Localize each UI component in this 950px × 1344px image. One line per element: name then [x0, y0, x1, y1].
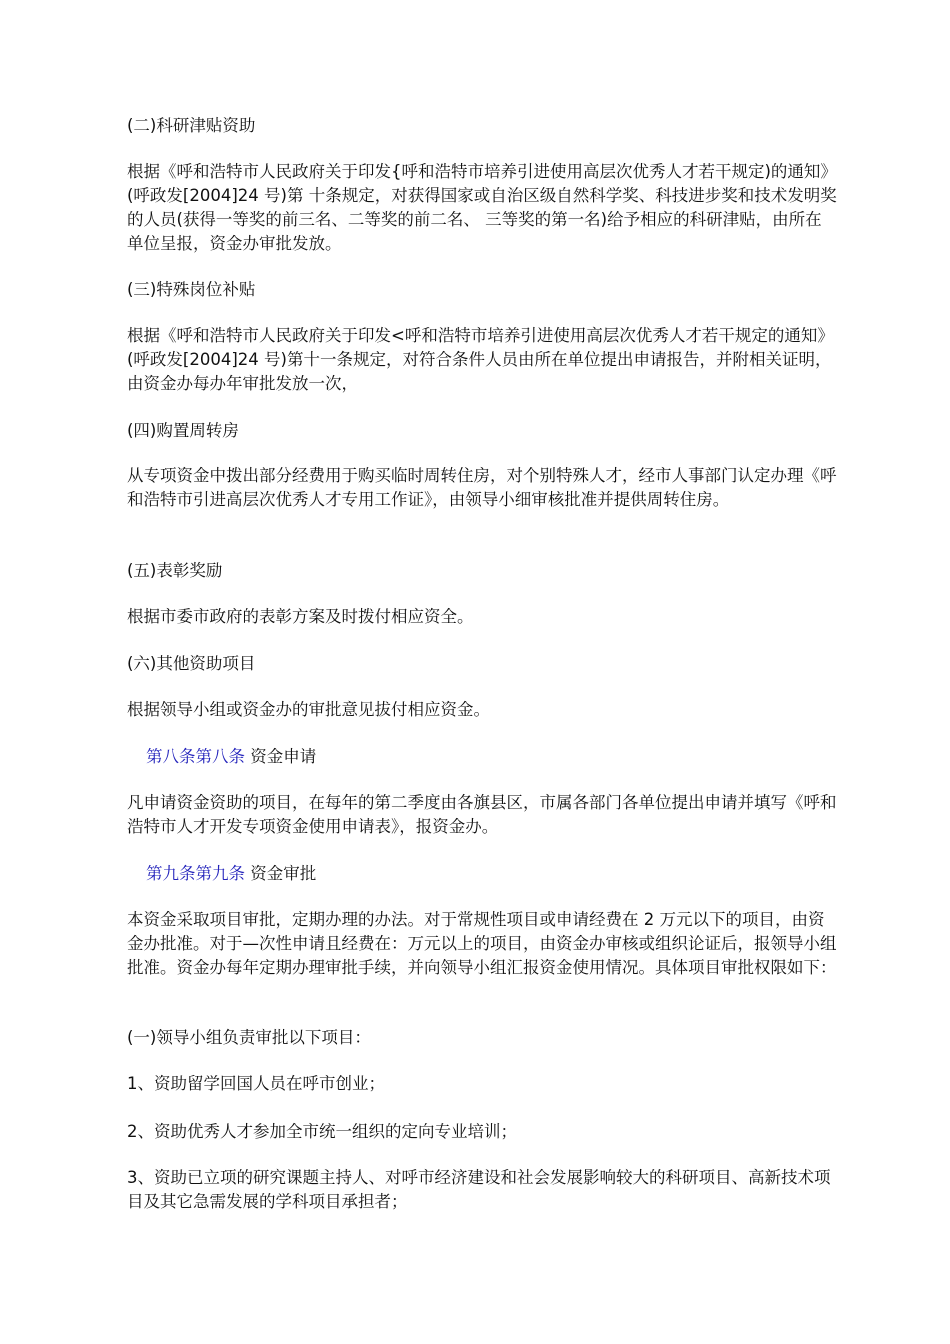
article-9-title: 资金审批 [245, 864, 317, 883]
article-8-title: 资金申请 [245, 747, 317, 766]
section-heading-special-post-subsidy: (三)特殊岗位补贴 [127, 280, 256, 299]
section-heading-other-funding: (六)其他资助项目 [127, 654, 256, 673]
section-heading-research-allowance: (二)科研津贴资助 [127, 116, 256, 135]
paragraph-commendation: 根据市委市政府的表彰方案及时拨付相应资全。 [127, 607, 474, 626]
list-item-2: 2、资助优秀人才参加全市统一组织的定向专业培训； [127, 1122, 517, 1141]
paragraph-fund-application: 凡申请资金资助的项目，在每年的第二季度由各旗县区，市属各部门各单位提出申请并填写《呼和浩特市人才开发专项资金使用申请表》，报资金办。 [127, 793, 837, 836]
paragraph-fund-approval: 本资金采取项目审批，定期办理的办法。对于常规性项目或申请经费在 2 万元以下的项目，由资金办批准。对于—次性申请且经费在：万元以上的项目，由资金办审核或组织论证后，报领导小组批准。资金办每年定期办理审批手续，并向领导小组汇报资金使用情况。具体项目审批权限如下： [127, 910, 837, 977]
section-heading-turnover-housing: (四)购置周转房 [127, 421, 239, 440]
article-9-link[interactable]: 第九条第九条 [146, 864, 245, 883]
paragraph-research-allowance: 根据《呼和浩特市人民政府关于印发{呼和浩特市培养引进使用高层次优秀人才若干规定)的通知》(呼政发[2004]24 号)第 十条规定，对获得国家或自治区级自然科学奖、科技进步奖和技术发明奖的人员(获得一等奖的前三名、二等奖的前二名、 三等奖的第一名)给予相应的科研津贴，由所在单位呈报，资金办审批发放。 [127, 162, 837, 253]
paragraph-special-post-subsidy: 根据《呼和浩特市人民政府关于印发<呼和浩特市培养引进使用高层次优秀人才若干规定的通知》(呼政发[2004]24 号)第十一条规定，对符合条件人员由所在单位提出申请报告，并附相关证明，由资金办每办年审批发放一次， [127, 326, 834, 393]
list-item-3: 3、资助已立项的研究课题主持人、对呼市经济建设和社会发展影响较大的科研项目、高新技术项目及其它急需发展的学科项目承担者； [127, 1168, 831, 1211]
paragraph-other-funding: 根据领导小组或资金办的审批意见拔付相应资金。 [127, 700, 490, 719]
paragraph-turnover-housing: 从专项资金中拨出部分经费用于购买临时周转住房，对个别特殊人才，经市人事部门认定办理《呼和浩特市引进高层次优秀人才专用工作证》，由领导小细审核批准并提供周转住房。 [127, 466, 837, 509]
section-heading-commendation: (五)表彰奖励 [127, 561, 223, 580]
section-heading-leadership-approval: (一)领导小组负责审批以下项目： [127, 1028, 371, 1047]
article-8-heading [146, 745, 856, 769]
article-9-heading [146, 862, 856, 886]
list-item-1: 1、资助留学回国人员在呼市创业； [127, 1074, 385, 1093]
article-8-link[interactable]: 第八条第八条 [146, 747, 245, 766]
